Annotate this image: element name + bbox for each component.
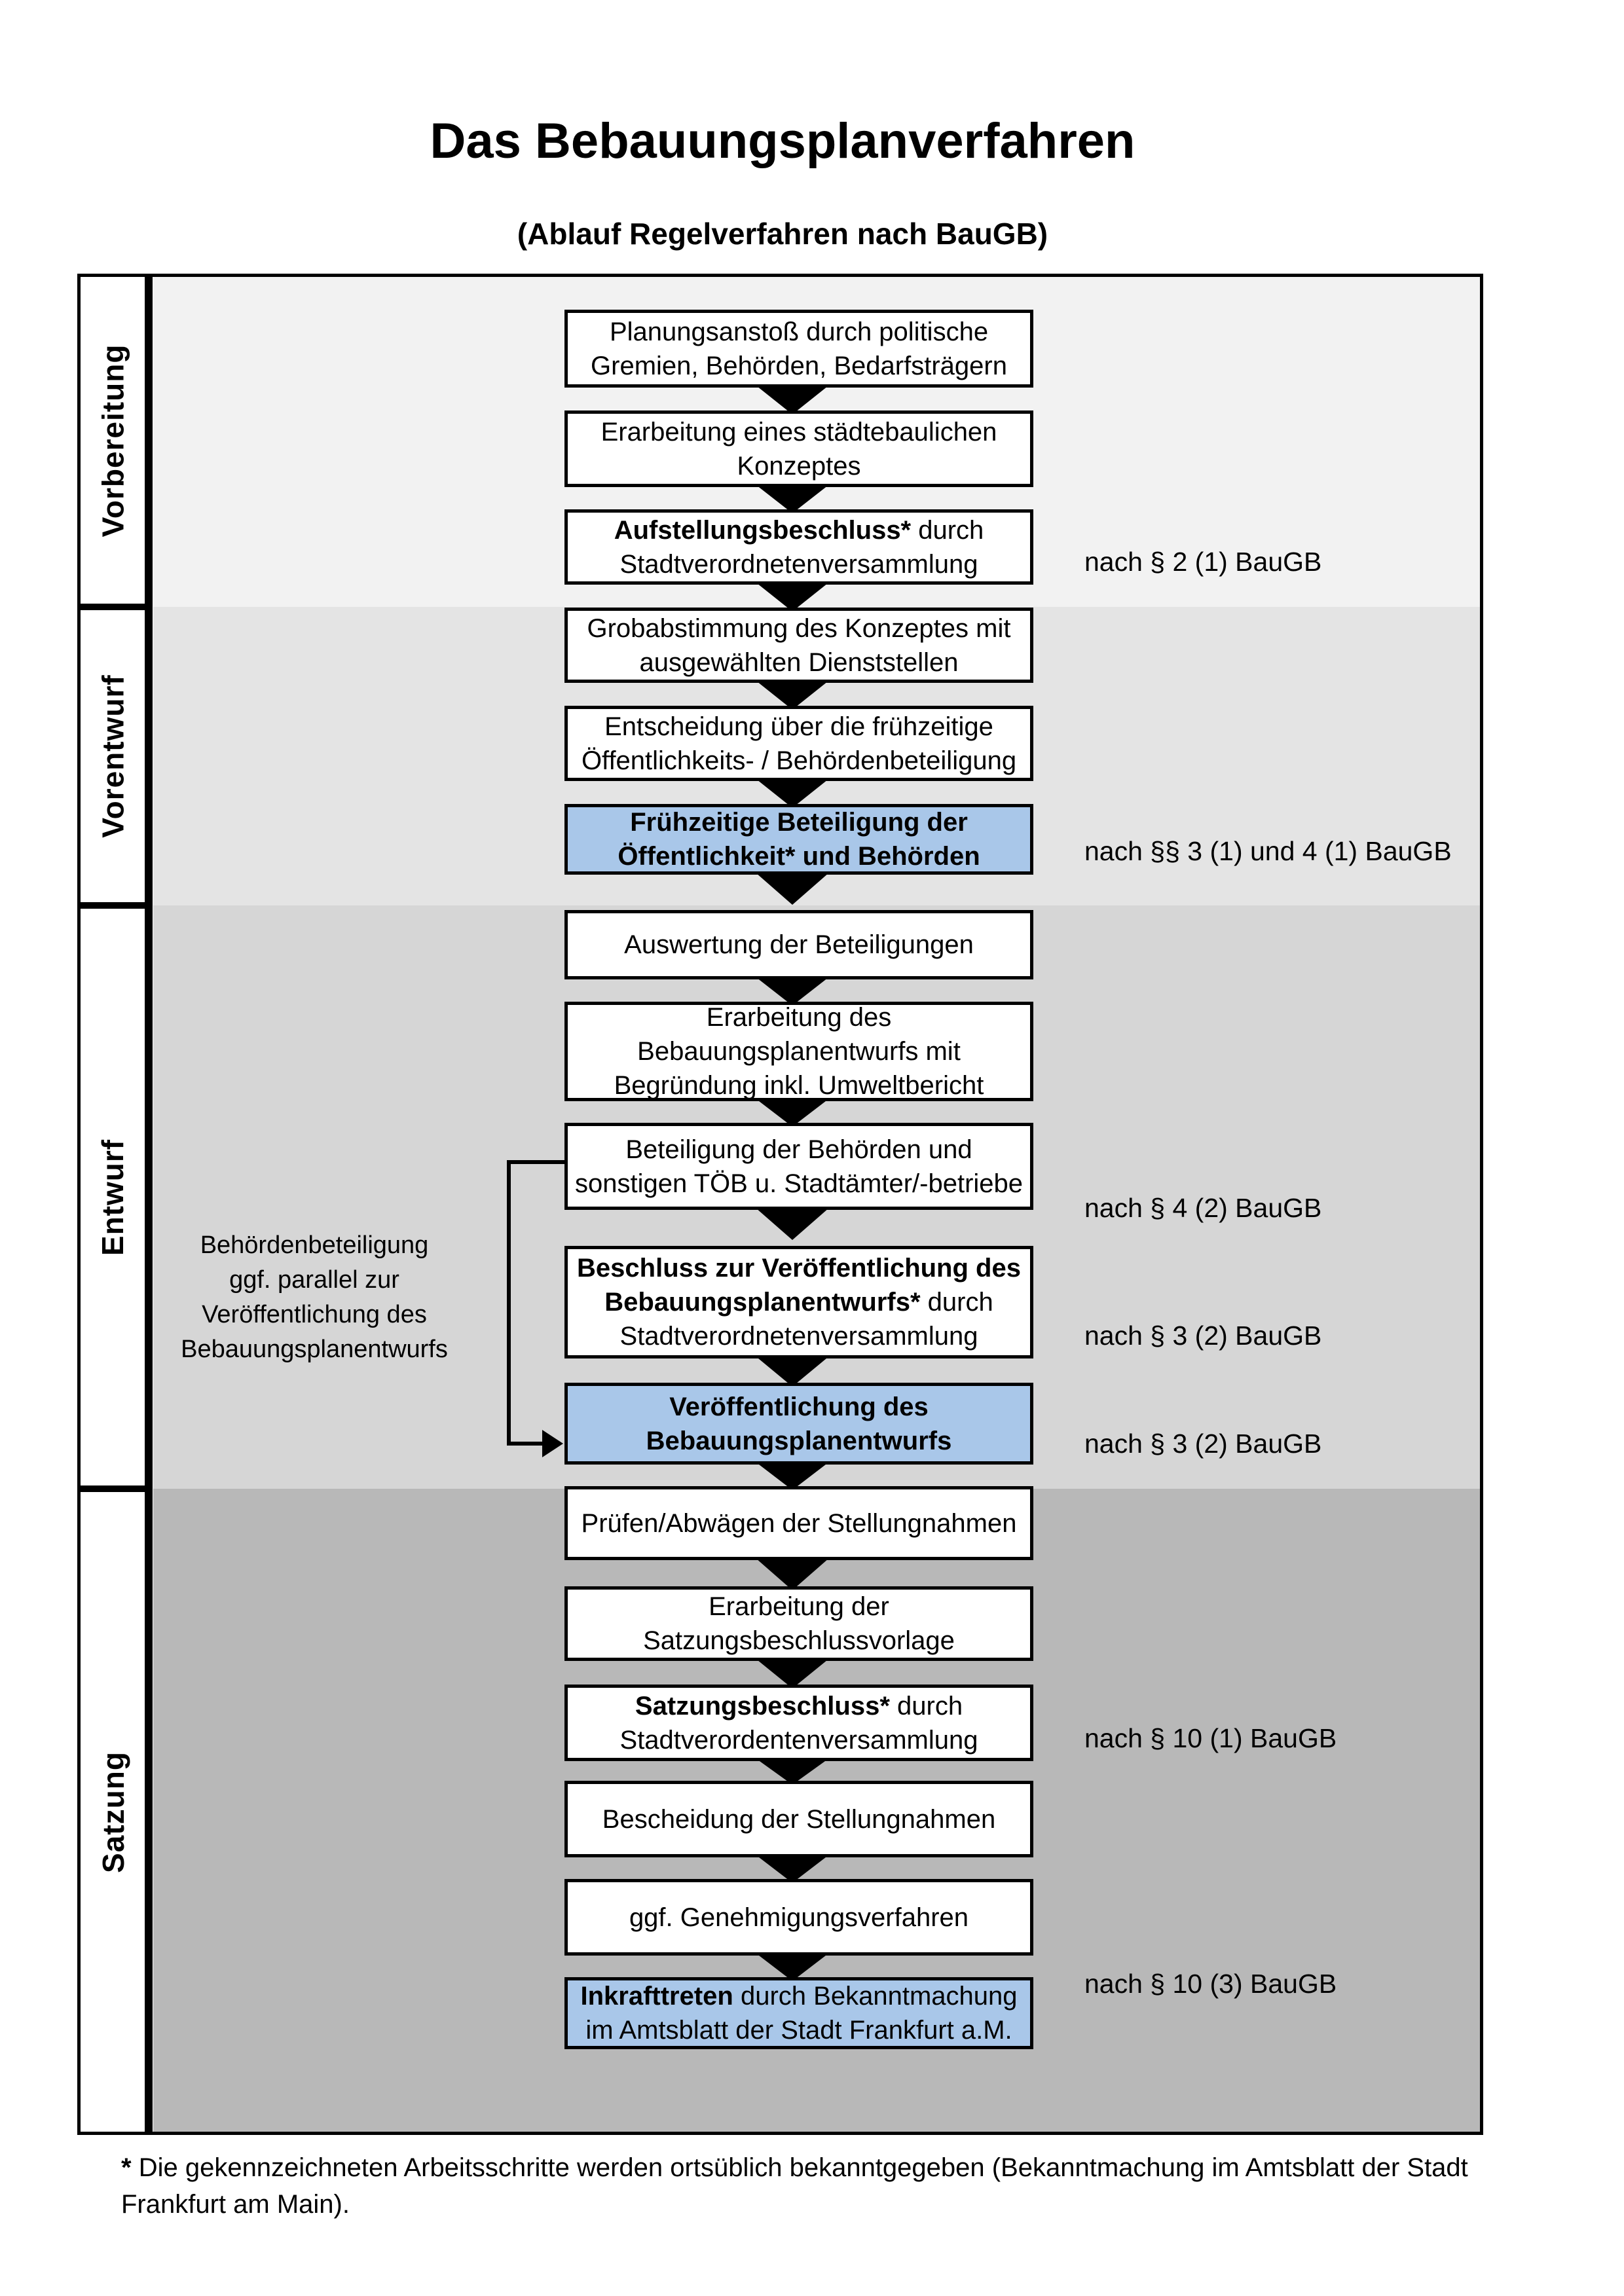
- box-line: [620, 1319, 978, 1353]
- legal-ref-1: nach § 2 (1) BauGB: [1084, 547, 1322, 577]
- box-text: Aufstellungsbeschluss*: [614, 515, 912, 545]
- box-line: [640, 646, 959, 680]
- box-text: Erarbeitung eines städtebaulichen: [600, 417, 997, 446]
- box-text: Inkrafttreten: [580, 1982, 733, 2011]
- phase-label: Entwurf: [96, 1139, 130, 1256]
- flow-box-16: [564, 1879, 1033, 1956]
- box-line: [624, 928, 974, 962]
- box-text: Bescheidung der Stellungnahmen: [602, 1804, 996, 1834]
- box-text: Planungsanstoß durch politische: [609, 317, 989, 346]
- box-text: Stadtverordentenversammlung: [619, 1725, 978, 1755]
- box-line: [591, 349, 1007, 383]
- box-line: [646, 1424, 952, 1458]
- side-note-line: Veröffentlichung des: [202, 1301, 427, 1328]
- flow-box-2: [564, 410, 1033, 487]
- box-text: Bebauungsplanentwurfs mit: [637, 1037, 961, 1066]
- side-note-line: Behördenbeteiligung: [200, 1231, 429, 1259]
- bracket-arrowhead-icon: [542, 1430, 563, 1457]
- box-text: Beteiligung der Behörden und: [625, 1135, 972, 1164]
- box-text: Grobabstimmung des Konzeptes mit: [587, 613, 1011, 643]
- box-text: Begründung inkl. Umweltbericht: [614, 1071, 984, 1100]
- box-text: Satzungsbeschluss*: [635, 1691, 890, 1721]
- box-text: Entscheidung über die frühzeitige: [604, 712, 993, 741]
- box-line: [581, 1506, 1017, 1540]
- phase-label: Vorbereitung: [96, 344, 130, 537]
- box-line: [610, 315, 988, 349]
- box-text: Stadtverordnetenversammlung: [619, 549, 978, 579]
- flow-box-17: [564, 1977, 1033, 2049]
- box-line: [575, 1167, 1023, 1201]
- legal-ref-2: nach §§ 3 (1) und 4 (1) BauGB: [1084, 836, 1452, 866]
- box-text: durch Bekanntmachung: [733, 1982, 1018, 2011]
- box-text: Öffentlichkeit* und Behörden: [618, 842, 980, 871]
- box-text: durch: [911, 515, 984, 545]
- box-line: [707, 1000, 891, 1034]
- box-text: ausgewählten Dienststellen: [639, 647, 959, 677]
- box-text: durch: [920, 1288, 993, 1317]
- flow-box-12: [564, 1486, 1033, 1560]
- box-line: [620, 1723, 978, 1757]
- box-text: Frühzeitige Beteiligung der: [630, 808, 968, 837]
- phase-label-box-satzung: [77, 1489, 149, 2135]
- box-text: sonstigen TÖB u. Stadtämter/-betriebe: [574, 1169, 1024, 1198]
- box-text: Satzungsbeschlussvorlage: [643, 1626, 955, 1655]
- box-line: [614, 1068, 984, 1102]
- bracket-line-vertical: [507, 1160, 511, 1446]
- footnote-marker: *: [121, 2153, 132, 2182]
- legal-ref-6: nach § 10 (1) BauGB: [1084, 1723, 1337, 1753]
- box-line: [620, 547, 978, 581]
- box-text: Konzeptes: [737, 451, 861, 481]
- bracket-line-top: [507, 1160, 564, 1164]
- flow-box-3: [564, 509, 1033, 585]
- phase-label-box-vorentwurf: [77, 607, 149, 905]
- phase-label-box-vorbereitung: [77, 274, 149, 607]
- side-note-line: Bebauungsplanentwurfs: [181, 1336, 448, 1363]
- page-title: Das Bebauungsplanverfahren: [430, 113, 1135, 169]
- flow-box-6: [564, 804, 1033, 875]
- box-text: Veröffentlichung des: [669, 1392, 929, 1421]
- box-text: im Amtsblatt der Stadt Frankfurt a.M.: [585, 2016, 1012, 2045]
- flow-box-1: [564, 310, 1033, 388]
- phase-label-box-entwurf: [77, 905, 149, 1489]
- box-line: [614, 513, 984, 547]
- box-line: [580, 1979, 1017, 2013]
- flow-box-4: [564, 608, 1033, 683]
- box-line: [618, 839, 980, 873]
- box-text: Bebauungsplanentwurfs: [646, 1426, 952, 1455]
- box-line: [585, 2013, 1012, 2047]
- label-column-divider: [145, 274, 153, 2135]
- box-line: [643, 1624, 955, 1658]
- page-subtitle: (Ablauf Regelverfahren nach BauGB): [517, 217, 1048, 251]
- legal-ref-3: nach § 4 (2) BauGB: [1084, 1193, 1322, 1223]
- box-line: [630, 805, 968, 839]
- side-note: [118, 1228, 511, 1367]
- box-text: Erarbeitung der: [709, 1592, 889, 1621]
- phase-label: Satzung: [96, 1751, 130, 1873]
- box-line: [629, 1901, 969, 1935]
- flow-box-11: [564, 1383, 1033, 1465]
- box-line: [635, 1689, 963, 1723]
- box-line: [709, 1590, 889, 1624]
- box-line: [637, 1034, 961, 1068]
- box-line: [625, 1133, 972, 1167]
- box-text: Erarbeitung des: [706, 1003, 892, 1032]
- flow-box-5: [564, 706, 1033, 781]
- box-text: ggf. Genehmigungsverfahren: [629, 1903, 969, 1932]
- box-text: Öffentlichkeits- / Behördenbeteiligung: [581, 746, 1017, 775]
- box-line: [737, 449, 860, 483]
- flow-box-10: [564, 1246, 1033, 1358]
- box-line: [601, 415, 997, 449]
- box-text: Stadtverordnetenversammlung: [619, 1322, 978, 1351]
- phase-label: Vorentwurf: [96, 674, 130, 838]
- box-text: durch: [889, 1691, 963, 1721]
- box-text: Bebauungsplanentwurfs*: [604, 1288, 921, 1317]
- flow-box-8: [564, 1002, 1033, 1101]
- flow-box-13: [564, 1586, 1033, 1661]
- box-line: [669, 1390, 929, 1424]
- box-line: [587, 611, 1011, 646]
- box-line: [604, 1285, 993, 1319]
- flow-box-15: [564, 1781, 1033, 1857]
- legal-ref-4: nach § 3 (2) BauGB: [1084, 1321, 1322, 1351]
- side-note-line: ggf. parallel zur: [229, 1266, 399, 1294]
- legal-ref-7: nach § 10 (3) BauGB: [1084, 1969, 1337, 1999]
- flow-box-14: [564, 1685, 1033, 1761]
- box-text: Beschluss zur Veröffentlichung des: [577, 1254, 1021, 1283]
- box-text: Auswertung der Beteiligungen: [624, 930, 974, 959]
- box-line: [602, 1802, 995, 1836]
- box-line: [577, 1251, 1021, 1285]
- legal-ref-5: nach § 3 (2) BauGB: [1084, 1429, 1322, 1459]
- box-line: [604, 710, 993, 744]
- box-text: Prüfen/Abwägen der Stellungnahmen: [581, 1508, 1017, 1538]
- footnote-text: Die gekennzeichneten Arbeitsschritte werden ortsüblich bekanntgegeben (Bekanntmachung im Amtsblatt der Stadt Frankfurt am Main).: [121, 2153, 1468, 2219]
- footnote: [121, 2149, 1516, 2223]
- box-line: [581, 744, 1016, 778]
- flow-box-9: [564, 1123, 1033, 1210]
- bracket-line-bottom: [507, 1442, 544, 1446]
- box-text: Gremien, Behörden, Bedarfsträgern: [591, 351, 1007, 380]
- flow-box-7: [564, 910, 1033, 979]
